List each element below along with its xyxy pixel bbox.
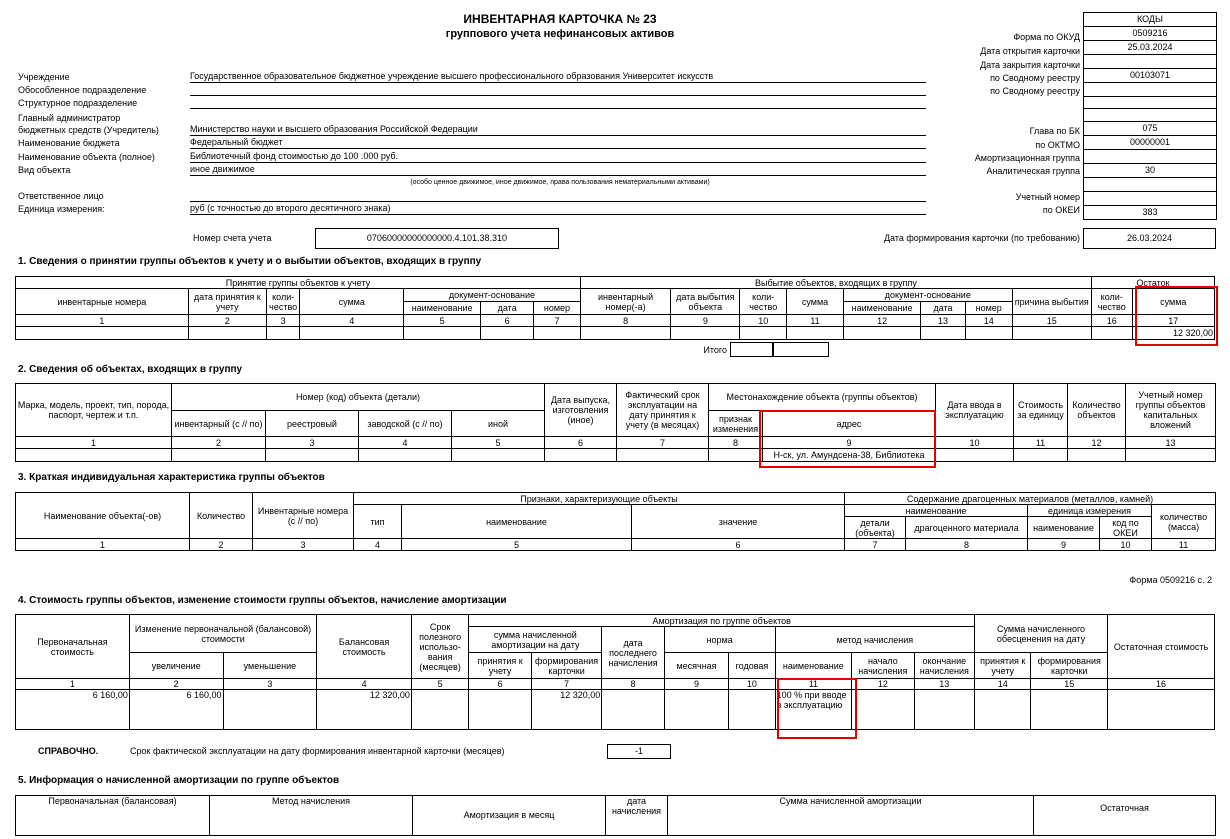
- s2-cell: [16, 449, 172, 462]
- code-uchet: [1084, 192, 1216, 206]
- s1-h-dispose: Выбытие объектов, входящих в группу: [580, 277, 1091, 289]
- s3-title: 3. Краткая индивидуальная характеристика группы объектов: [18, 472, 325, 483]
- label-svodny2: по Сводному реестру: [990, 86, 1080, 96]
- s1-c-inv2: инвентарный номер(-а): [580, 289, 670, 315]
- s1-num: 16: [1091, 315, 1132, 327]
- s1-num: 14: [965, 315, 1012, 327]
- s3-c-signs: Признаки, характеризующие объекты: [354, 493, 845, 505]
- s5-c-date: дата начисления: [606, 796, 668, 836]
- s4-v-balance: 12 320,00: [317, 690, 412, 730]
- label-anal-group: Аналитическая группа: [986, 166, 1080, 176]
- s1-c-sum2: сумма: [787, 289, 844, 315]
- s4-c-norm: норма: [664, 627, 775, 653]
- s2-num: 3: [266, 437, 359, 449]
- s2-num: 13: [1126, 437, 1216, 449]
- s1-c-date-disp: дата выбытия объекта: [671, 289, 740, 315]
- s1-itogo-sum: [772, 342, 829, 357]
- s4-num: 5: [411, 679, 468, 690]
- s1-cell: [1091, 327, 1132, 340]
- s2-num: 1: [16, 437, 172, 449]
- uchr-label: Учреждение: [18, 72, 70, 82]
- s3-num: 7: [845, 539, 906, 551]
- s3-c-inv: Инвентарные номера (с // по): [253, 493, 354, 539]
- s2-cell: [1126, 449, 1216, 462]
- uchr-value: Государственное образовательное бюджетное учреждение высшего профессионального образования Университет искусств: [190, 71, 926, 83]
- s4-v-method: 100 % при вводе в эксплуатацию: [775, 690, 852, 730]
- card-title: ИНВЕНТАРНАЯ КАРТОЧКА № 23: [463, 12, 657, 26]
- glav-value: Министерство науки и высшего образования Российской Федерации: [190, 124, 926, 136]
- s2-c-srok: Фактический срок эксплуатации на дату принятия к учету (в месяцах): [617, 384, 709, 437]
- s2-c-loc: Местонахождение объекта (группы объектов): [709, 384, 936, 411]
- spravochno-label: СПРАВОЧНО.: [38, 746, 99, 756]
- s2-c-zavod: заводской (с // по): [359, 411, 452, 437]
- s3-num: 10: [1100, 539, 1152, 551]
- s4-cell: [602, 690, 664, 730]
- unit-value: руб (с точностью до второго десятичного знака): [190, 203, 926, 215]
- s4-cell: [469, 690, 531, 730]
- s3-num: 2: [190, 539, 253, 551]
- s3-num: 3: [253, 539, 354, 551]
- code-glava: 075: [1084, 122, 1216, 136]
- s4-c-start: начало начисления: [852, 653, 914, 679]
- s4-c-method: метод начисления: [775, 627, 974, 653]
- obosob-label: Обособленное подразделение: [18, 85, 147, 95]
- s4-cell: [664, 690, 728, 730]
- s4-c-change: Изменение первоначальной (балансовой) стоимости: [129, 615, 316, 653]
- vid-label: Вид объекта: [18, 165, 71, 175]
- s1-cell: [266, 327, 300, 340]
- s3-c-value: значение: [632, 505, 845, 539]
- s1-h-accept: Принятие группы объектов к учету: [16, 277, 581, 289]
- s1-num: 13: [921, 315, 966, 327]
- object-value: Библиотечный фонд стоимостью до 100 .000 руб.: [190, 151, 926, 163]
- s2-cell: [936, 449, 1014, 462]
- code-blank-3: [1084, 178, 1216, 192]
- s1-cell: [404, 327, 481, 340]
- s1-c-date2: дата: [921, 302, 966, 315]
- s2-c-qty: Количество объектов: [1068, 384, 1126, 437]
- s4-num: 8: [602, 679, 664, 690]
- codes-column: [1083, 12, 1217, 220]
- s4-num: 14: [975, 679, 1031, 690]
- struct-label: Структурное подразделение: [18, 98, 138, 108]
- s3-c-mass: количество (масса): [1152, 505, 1216, 539]
- s3-c-naim: наименование: [845, 505, 1028, 517]
- s2-c-inoy: иной: [452, 411, 545, 437]
- s2-c-reestr: реестровый: [266, 411, 359, 437]
- account-value: 07060000000000000.4.101.38.310: [315, 228, 559, 249]
- code-amort-group: [1084, 150, 1216, 164]
- s4-num: 3: [223, 679, 317, 690]
- s4-c-initial: Первоначальная стоимость: [16, 615, 130, 679]
- s2-c-priznak: признак изменения: [709, 411, 763, 437]
- s4-c-month: месячная: [664, 653, 728, 679]
- otv-label: Ответственное лицо: [18, 191, 104, 201]
- s2-num: 5: [452, 437, 545, 449]
- s1-num: 5: [404, 315, 481, 327]
- s1-h-rest: Остаток: [1091, 277, 1214, 289]
- vid-hint: (особо ценное движимое, иное движимое, права пользования нематериальными активами): [410, 179, 710, 186]
- s2-cell: [1014, 449, 1068, 462]
- s1-cell: [740, 327, 787, 340]
- s2-c-cost-unit: Стоимость за единицу: [1014, 384, 1068, 437]
- s4-num: 4: [317, 679, 412, 690]
- s4-c-accept2: принятия к учету: [975, 653, 1031, 679]
- s2-title: 2. Сведения об объектах, входящих в группу: [18, 364, 243, 375]
- s4-c-form2: формирования карточки: [1031, 653, 1108, 679]
- s2-cell: [617, 449, 709, 462]
- label-oktmo: по ОКТМО: [1035, 140, 1080, 150]
- s4-c-inc: увеличение: [129, 653, 223, 679]
- s3-num: 1: [16, 539, 190, 551]
- s1-num: 2: [188, 315, 266, 327]
- s1-num: 4: [300, 315, 404, 327]
- s4-num: 9: [664, 679, 728, 690]
- s1-cell: [671, 327, 740, 340]
- s1-num: 3: [266, 315, 300, 327]
- code-oktmo: 00000001: [1084, 136, 1216, 150]
- s1-cell: [965, 327, 1012, 340]
- s1-num: 1: [16, 315, 189, 327]
- s2-num: 9: [763, 437, 936, 449]
- s1-itogo: Итого: [703, 345, 727, 355]
- card-subtitle: группового учета нефинансовых активов: [445, 28, 675, 40]
- s2-num: 4: [359, 437, 452, 449]
- s4-cell: [914, 690, 974, 730]
- spravochno-value: -1: [607, 744, 671, 759]
- s1-cell: [787, 327, 844, 340]
- label-okud: Форма по ОКУД: [1013, 32, 1080, 42]
- budget-value: Федеральный бюджет: [190, 137, 926, 149]
- s3-num: 4: [354, 539, 402, 551]
- s5-c-method: Метод начисления: [210, 796, 413, 836]
- s1-c-sum: сумма: [300, 289, 404, 315]
- s4-c-mname: наименование: [775, 653, 852, 679]
- s1-c-name: наименование: [404, 302, 481, 315]
- s4-cell: [1108, 690, 1215, 730]
- s1-cell: [534, 327, 581, 340]
- s3-c-material: драгоценного материала: [906, 517, 1028, 539]
- s4-num: 10: [729, 679, 775, 690]
- object-label: Наименование объекта (полное): [18, 152, 155, 162]
- s1-num: 7: [534, 315, 581, 327]
- code-blank-1: [1084, 97, 1216, 109]
- s4-cell: [975, 690, 1031, 730]
- s1-rest-sum: 12 320,00: [1132, 327, 1214, 340]
- s5-c-initial: Первоначальная (балансовая): [16, 796, 210, 836]
- code-svodny: 00103071: [1084, 69, 1216, 83]
- s4-v-initial: 6 160,00: [16, 690, 130, 730]
- code-blank-2: [1084, 109, 1216, 122]
- s4-c-srok: Срок полезного использо-вания (месяцев): [411, 615, 468, 679]
- s1-title: 1. Сведения о принятии группы объектов к учету и о выбытии объектов, входящих в группу: [18, 256, 482, 267]
- s3-num: 9: [1028, 539, 1100, 551]
- s3-c-sname: наименование: [402, 505, 632, 539]
- s1-cell: [16, 327, 189, 340]
- s4-v-form: 12 320,00: [531, 690, 602, 730]
- s1-cell: [188, 327, 266, 340]
- s4-cell: [223, 690, 317, 730]
- s1-c-name2: наименование: [843, 302, 920, 315]
- s1-c-date-accept: дата принятия к учету: [188, 289, 266, 315]
- s1-cell: [481, 327, 534, 340]
- s2-num: 12: [1068, 437, 1126, 449]
- s2-table: [15, 383, 1216, 462]
- s2-cell: [172, 449, 266, 462]
- s1-table: [15, 276, 1215, 340]
- s1-num: 9: [671, 315, 740, 327]
- s3-table: [15, 492, 1216, 551]
- s4-c-dec: уменьшение: [223, 653, 317, 679]
- s2-num: 10: [936, 437, 1014, 449]
- s3-c-detail: детали (объекта): [845, 517, 906, 539]
- s3-num: 6: [632, 539, 845, 551]
- s1-c-doc2: документ-основание: [843, 289, 1012, 302]
- s2-num: 6: [545, 437, 617, 449]
- s4-table: [15, 614, 1215, 730]
- s4-c-sum-amort: сумма начисленной амортизации на дату: [469, 627, 602, 653]
- codes-heading: КОДЫ: [1084, 12, 1216, 27]
- s1-c-sum3: сумма: [1132, 289, 1214, 315]
- s1-num: 6: [481, 315, 534, 327]
- s2-num: 7: [617, 437, 709, 449]
- label-svodny: по Сводному реестру: [990, 73, 1080, 83]
- s1-c-qty3: коли-чество: [1091, 289, 1132, 315]
- date-form-label: Дата формирования карточки (по требованию): [883, 233, 1080, 243]
- s2-address: Н-ск, ул. Амундсена-38, Библиотека: [763, 449, 936, 462]
- label-uchet-num: Учетный номер: [1015, 192, 1080, 202]
- s4-num: 2: [129, 679, 223, 690]
- s1-c-num: номер: [534, 302, 581, 315]
- s2-cell: [266, 449, 359, 462]
- s3-c-uname: наименование: [1028, 517, 1100, 539]
- s4-num: 13: [914, 679, 974, 690]
- budget-label: Наименование бюджета: [18, 138, 120, 148]
- s2-cell: [545, 449, 617, 462]
- s1-num: 8: [580, 315, 670, 327]
- s1-cell: [1012, 327, 1091, 340]
- s4-title: 4. Стоимость группы объектов, изменение стоимости группы объектов, начисление амортизации: [18, 595, 507, 606]
- s1-cell: [921, 327, 966, 340]
- form-page-label: Форма 0509216 с. 2: [1129, 575, 1212, 585]
- code-close-date: [1084, 55, 1216, 69]
- s1-num: 11: [787, 315, 844, 327]
- s1-cell: [300, 327, 404, 340]
- s1-cell: [843, 327, 920, 340]
- s3-num: 5: [402, 539, 632, 551]
- s3-num: 11: [1152, 539, 1216, 551]
- s4-cell: [411, 690, 468, 730]
- s3-num: 8: [906, 539, 1028, 551]
- s3-c-okei: код по ОКЕИ: [1100, 517, 1152, 539]
- glav-label-1: Главный администратор: [18, 113, 121, 123]
- s4-c-accept: принятия к учету: [469, 653, 531, 679]
- label-okei: по ОКЕИ: [1042, 205, 1080, 215]
- label-close: Дата закрытия карточки: [980, 60, 1080, 70]
- date-form-value: 26.03.2024: [1083, 228, 1216, 249]
- s4-cell: [852, 690, 914, 730]
- s2-cell: [359, 449, 452, 462]
- s1-num: 12: [843, 315, 920, 327]
- s2-num: 11: [1014, 437, 1068, 449]
- s3-c-type: тип: [354, 505, 402, 539]
- s1-c-doc: документ-основание: [404, 289, 581, 302]
- s4-c-rest: Остаточная стоимость: [1108, 615, 1215, 679]
- glav-label-2: бюджетных средств (Учредитель): [18, 125, 159, 135]
- s5-c-sum: Сумма начисленной амортизации: [668, 796, 1034, 836]
- vid-value: иное движимое: [190, 164, 926, 176]
- code-svodny2: [1084, 83, 1216, 97]
- spravochno-text: Срок фактической эксплуатации на дату формирования инвентарной карточки (месяцев): [130, 746, 505, 756]
- s4-c-form: формирования карточки: [531, 653, 602, 679]
- label-glava: Глава по БК: [1029, 126, 1080, 136]
- s4-c-balance: Балансовая стоимость: [317, 615, 412, 679]
- s2-c-mark: Марка, модель, проект, тип, порода, паспорт, чертеж и т.п.: [16, 384, 172, 437]
- s5-c-amort-month: Амортизация в месяц: [413, 796, 606, 836]
- s2-c-inv: инвентарный (с // по): [172, 411, 266, 437]
- s5-title: 5. Информация о начисленной амортизации по группе объектов: [18, 775, 340, 786]
- s1-c-num2: номер: [965, 302, 1012, 315]
- s1-c-qty: коли-чество: [266, 289, 300, 315]
- s4-num: 16: [1108, 679, 1215, 690]
- label-open: Дата открытия карточки: [980, 46, 1080, 56]
- label-amort-group: Амортизационная группа: [974, 153, 1080, 163]
- s4-num: 7: [531, 679, 602, 690]
- code-anal-group: 30: [1084, 164, 1216, 178]
- s3-c-precious: Содержание драгоценных материалов (металлов, камней): [845, 493, 1216, 505]
- s4-v-inc: 6 160,00: [129, 690, 223, 730]
- s3-c-unit: единица измерения: [1028, 505, 1152, 517]
- s4-c-obes: Сумма начисленного обесценения на дату: [975, 615, 1108, 653]
- s3-c-qty: Количество: [190, 493, 253, 539]
- s4-c-year: годовая: [729, 653, 775, 679]
- s2-c-addr: адрес: [763, 411, 936, 437]
- s4-num: 11: [775, 679, 852, 690]
- s2-cell: [1068, 449, 1126, 462]
- s2-c-uchet: Учетный номер группы объектов капитальных вложений: [1126, 384, 1216, 437]
- s4-cell: [729, 690, 775, 730]
- s1-num: 15: [1012, 315, 1091, 327]
- s1-c-inv: инвентарные номера: [16, 289, 189, 315]
- highlight-method: [777, 678, 857, 739]
- s2-cell: [452, 449, 545, 462]
- code-open-date: 25.03.2024: [1084, 41, 1216, 55]
- s1-cell: [580, 327, 670, 340]
- otv-line: [190, 201, 926, 202]
- s4-num: 6: [469, 679, 531, 690]
- s3-c-name: Наименование объекта(-ов): [16, 493, 190, 539]
- s2-c-date-made: Дата выпуска, изготовления (иное): [545, 384, 617, 437]
- s2-num: 2: [172, 437, 266, 449]
- s1-c-qty2: коли-чество: [740, 289, 787, 315]
- s1-c-date: дата: [481, 302, 534, 315]
- code-okud: 0509216: [1084, 27, 1216, 41]
- s4-c-end: окончание начисления: [914, 653, 974, 679]
- s4-num: 12: [852, 679, 914, 690]
- obosob-line: [190, 95, 926, 96]
- s2-c-num-group: Номер (код) объекта (детали): [172, 384, 545, 411]
- struct-line: [190, 108, 926, 109]
- s2-c-date-in: Дата ввода в эксплуатацию: [936, 384, 1014, 437]
- s4-num: 1: [16, 679, 130, 690]
- s2-cell: [709, 449, 763, 462]
- s1-num: 10: [740, 315, 787, 327]
- s4-cell: [1031, 690, 1108, 730]
- s1-itogo-qty: [730, 342, 774, 357]
- s4-c-amort: Амортизация по группе объектов: [469, 615, 975, 627]
- account-label: Номер счета учета: [193, 233, 272, 243]
- highlight-rest-sum: [1135, 286, 1218, 346]
- s4-c-last-date: дата последнего начисления: [602, 627, 664, 679]
- s1-num: 17: [1132, 315, 1214, 327]
- s5-table: [15, 795, 1216, 836]
- highlight-address: [759, 410, 936, 468]
- s4-num: 15: [1031, 679, 1108, 690]
- unit-label: Единица измерения:: [18, 204, 105, 214]
- s1-c-reason: причина выбытия: [1012, 289, 1091, 315]
- code-okei: 383: [1084, 206, 1216, 220]
- s5-c-rest: Остаточная: [1034, 796, 1216, 836]
- s2-num: 8: [709, 437, 763, 449]
